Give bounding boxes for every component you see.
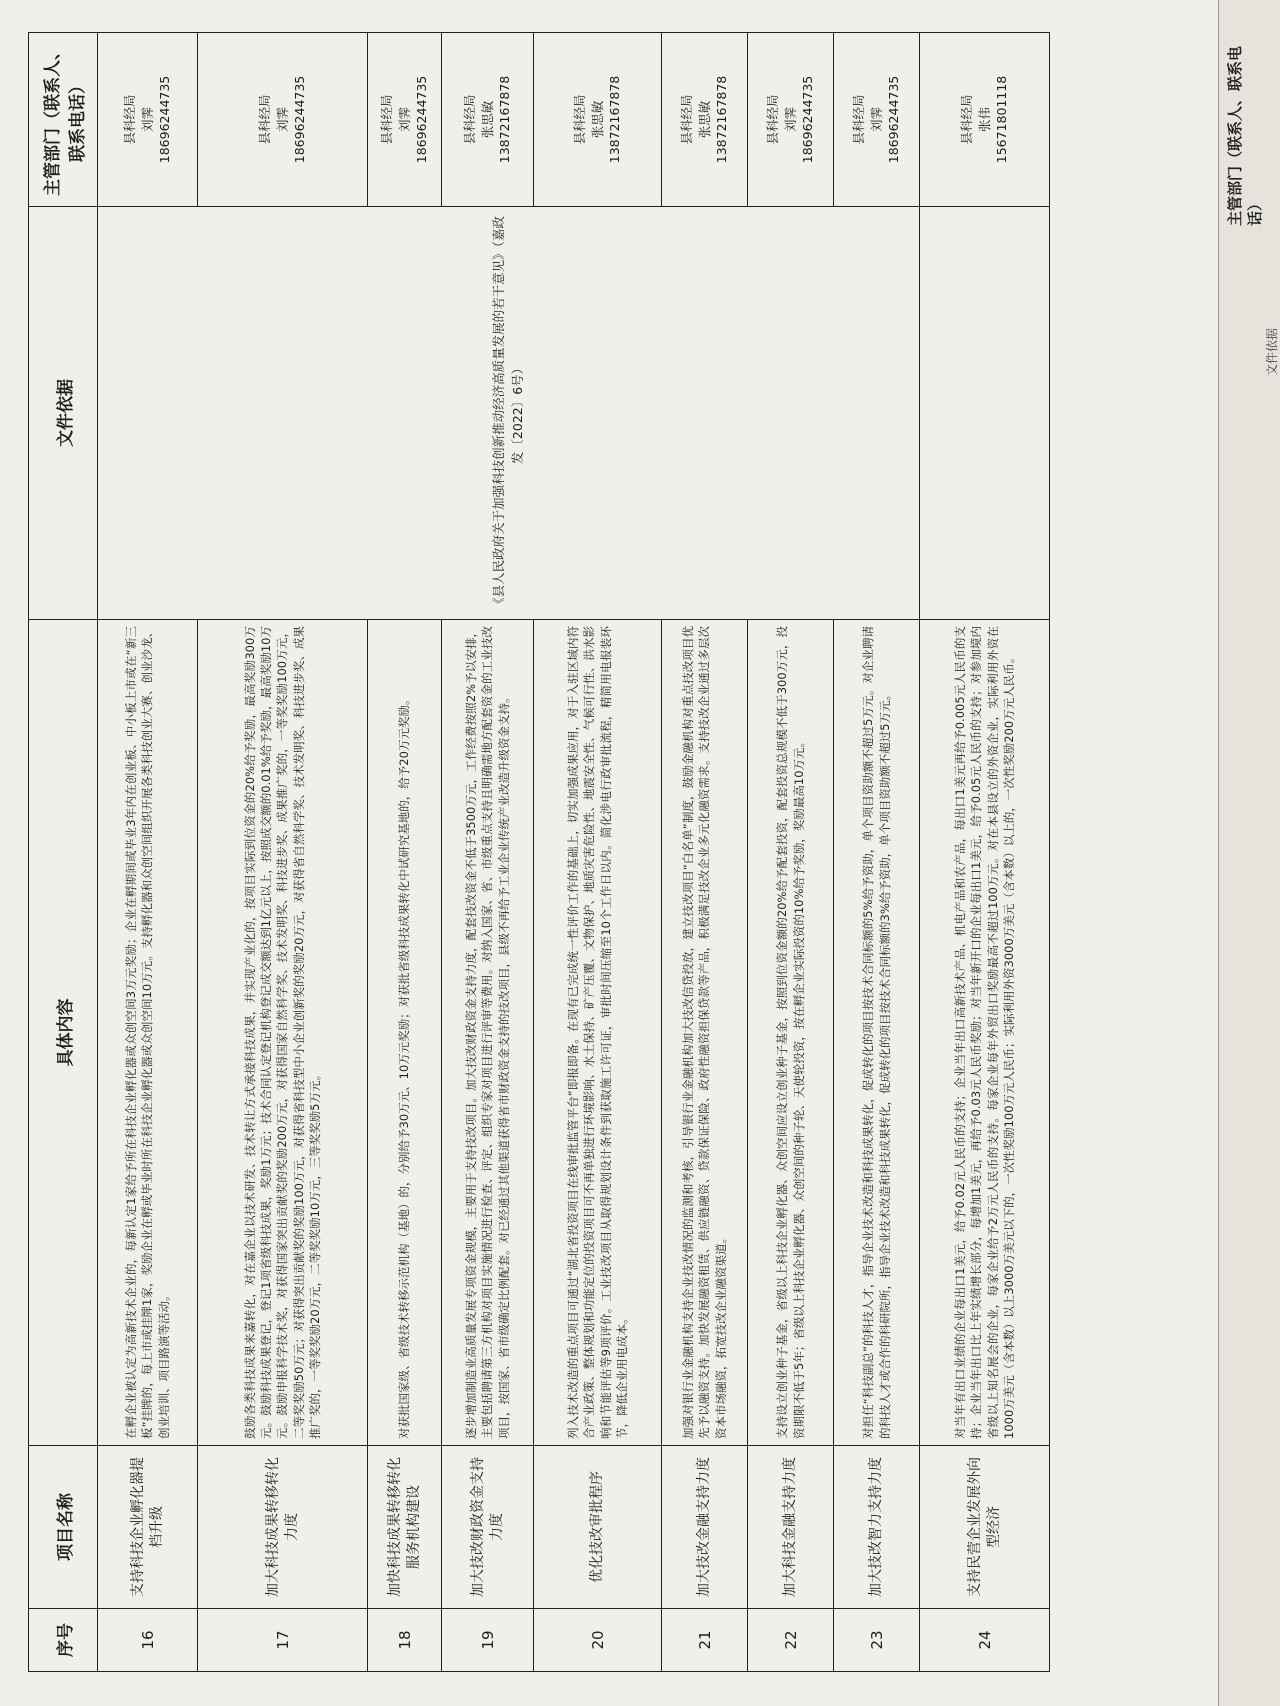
header-doc: 文件依据 [29, 206, 98, 619]
dept-phone: 18696244735 [886, 75, 902, 164]
header-name: 项目名称 [29, 1445, 98, 1608]
table-header-row [29, 33, 98, 1672]
header-dept: 主管部门（联系人、联系电话） [29, 33, 98, 207]
row-name: 支持科技企业孵化器提档升级 [98, 1445, 198, 1608]
row-dept [98, 33, 198, 207]
dept-person: 刘霁 [274, 106, 290, 132]
row-name: 加快科技成果转移转化服务机构建设 [368, 1445, 442, 1608]
row-content: 逐步增加制造业高质量发展专项资金规模，主要用于支持技改项目。加大技改财政资金支持力度，配套技改资金不低于3500万元，工作经费按照2%予以安排，主要包括聘请第三方机构对项目实施情况进行检查、评定、组织专家对项目进行评审等费用。对纳入国家、省、市级重点支持且明确需地方配套资金的工业技改项目，按国家、省市级确定比例配套。对已经通过其他渠道获得省市财政资金支持的技改项目，县级不再给予工业企业传统产业改造升级资金支持。 [442, 619, 534, 1445]
dept-phone: 18696244735 [414, 75, 430, 164]
dept-person: 刘霁 [139, 106, 155, 132]
row-no: 22 [748, 1608, 834, 1671]
dept-phone: 18696244735 [292, 75, 308, 164]
dept-org: 县科经局 [257, 94, 273, 145]
row-content: 对担任“科技副总”的科技人才，指导企业技术改造和科技成果转化，促成转化的项目按技术合同标额的5%给予资助，单个项目资助额不超过5万元。对企业聘请的科技人才或合作的科研院所，指导企业技术改造和科技成果转化，促成转化的项目按技术合同标额的3%给予资助，单个项目资助额不超过5万元。 [834, 619, 920, 1445]
dept-org: 县科经局 [851, 94, 867, 145]
next-page-rotated [1219, 0, 1280, 1706]
dept-person: 刘霁 [396, 106, 412, 132]
row-no: 17 [198, 1608, 368, 1671]
row-no: 16 [98, 1608, 198, 1671]
next-page-fragment: 文件依据 [1265, 327, 1279, 376]
row-dept [534, 33, 662, 207]
dept-phone: 18696244735 [157, 75, 173, 164]
dept-person: 张伟 [976, 106, 992, 132]
dept-person: 张思敏 [479, 100, 495, 139]
row-content: 对获批国家级、省级技术转移示范机构（基地）的，分别给予30万元、10万元奖励；对获批省级科技成果转化中试研究基地的，给予20万元奖励。 [368, 619, 442, 1445]
row-dept [368, 33, 442, 207]
row-no: 24 [920, 1608, 1050, 1671]
dept-phone: 15671801118 [994, 75, 1010, 164]
row-no: 21 [662, 1608, 748, 1671]
row-dept [198, 33, 368, 207]
row-doc [920, 206, 1050, 619]
row-name: 加大科技成果转移转化力度 [198, 1445, 368, 1608]
table-row [98, 33, 198, 1672]
row-content: 列入技术改造的重点项目可通过“湖北省投资项目在线审批监管平台”即报即备。在现有已完成统一性评价工作的基础上，切实加强成果应用，对于入驻区域内符合产业政策、整体规划和功能定位的投资项目可不再单独进行环境影响、水土保持、矿产压覆、文物保护、地质灾害危险性、地震安全性、气候可行性、洪水影响和节能评估等9项评价。工业技改项目从取得规划设计条件到获取施工许可证，审批时间压缩至10个工作日以内。简化涉电行政审批流程，精简用电报装环节，降低企业用电成本。 [534, 619, 662, 1445]
dept-person: 刘霁 [782, 106, 798, 132]
row-name: 支持民营企业发展外向型经济 [920, 1445, 1050, 1608]
header-content: 具体内容 [29, 619, 98, 1445]
dept-org: 县科经局 [679, 94, 695, 145]
row-name: 加大技改智力支持力度 [834, 1445, 920, 1608]
dept-org: 县科经局 [765, 94, 781, 145]
row-no: 20 [534, 1608, 662, 1671]
row-name: 加大技改金融支持力度 [662, 1445, 748, 1608]
row-no: 18 [368, 1608, 442, 1671]
row-name: 加大技改财政资金支持力度 [442, 1445, 534, 1608]
dept-person: 张思敏 [589, 100, 605, 139]
row-content: 对当年有出口业绩的企业每出口1美元，给予0.02元人民币的支持；企业当年出口高新技术产品、机电产品和农产品，每出口1美元再给予0.005元人民币的支持；企业当年出口比上年实绩增长部分，每增加1美元，再给予0.03元人民币奖励；对当年新开口的企业每出口1美元，给予0.05元人民币的支持；对参加境内省级以上知名展会的企业，每家企业给予2万元人民币的支持。每家企业每年外贸出口奖励最高不超过100万元。对在本县设立的外资企业，实际利用外资在1000万美元（含本数）以上3000万美元以下的，一次性奖励100万元人民币；实际利用外资3000万美元（含本数）以上的，一次性奖励200万元人民币。 [920, 619, 1050, 1445]
dept-person: 张思敏 [696, 100, 712, 139]
row-no: 19 [442, 1608, 534, 1671]
dept-org: 县科经局 [959, 94, 975, 145]
row-no: 23 [834, 1608, 920, 1671]
row-dept [920, 33, 1050, 207]
row-name: 优化技改审批程序 [534, 1445, 662, 1608]
dept-person: 刘霁 [868, 106, 884, 132]
next-page-edge [1218, 0, 1280, 1706]
dept-org: 县科经局 [462, 94, 478, 145]
row-name: 加大科技金融支持力度 [748, 1445, 834, 1608]
dept-phone: 18696244735 [800, 75, 816, 164]
dept-phone: 13872167878 [714, 75, 730, 164]
row-dept [748, 33, 834, 207]
policy-table [28, 32, 1050, 1672]
row-content: 加强对银行业金融机构支持企业技改情况的监测和考核，引导银行业金融机构加大技改信贷投放，建立技改项目“白名单”制度，鼓励金融机构对重点技改项目优先予以融资支持。加快发展融资租赁、供应链融资、贷款保证保险、政府性融资担保贷款等产品，积极满足技改企业多元化融资需求。支持技改企业通过多层次资本市场融资，拓宽技改企业融资渠道。 [662, 619, 748, 1445]
row-content: 支持设立创业种子基金，省级以上科技企业孵化器、众创空间应设立创业种子基金，按照到位资金额的20%给予配套投资，配套投资总规模不低于300万元，投资期限不低于5年；省级以上科技企业孵化器、众创空间的种子轮、天使轮投资，按在孵企业实际投资的10%给予奖励，奖励最高10万元。 [748, 619, 834, 1445]
table-row [920, 33, 1050, 1672]
header-no: 序号 [29, 1608, 98, 1671]
next-page-header: 主管部门（联系人、联系电话） [1226, 45, 1265, 226]
dept-phone: 13872167878 [497, 75, 513, 164]
dept-phone: 13872167878 [607, 75, 623, 164]
dept-org: 县科经局 [572, 94, 588, 145]
row-content: 鼓励各类科技成果来嘉转化，对在嘉企业以技术研发、技术转让方式承接科技成果，并实现产业化的，按项目实际到位资金的20%给予奖励，最高奖励300万元。鼓励科技成果登记，登记1项省级科技成果，奖励1万元；技术合同认定登记机构登记成交额达到1亿元以上，按照成交额的0.01%给予奖励，最高奖励10万元。鼓励申报科学技术奖，对获得国家突出贡献奖的奖励200万元，对获得国家自然科学奖、技术发明奖、科技进步奖、成果推广奖的，一等奖奖励100万元，二等奖奖励50万元；对获得突出贡献奖的奖励100万元，对获得省科技型中小企业创新奖的奖励20万元，对获得省自然科学奖、技术发明奖、科技进步奖、成果推广奖的，一等奖奖励20万元，二等奖奖励10万元，三等奖奖励5万元。 [198, 619, 368, 1445]
row-dept [662, 33, 748, 207]
row-dept [442, 33, 534, 207]
row-content: 在孵企业被认定为高新技术企业的，每新认定1家给予所在科技企业孵化器或众创空间3万元奖励；企业在孵期间或毕业3年内在创业板、中小板上市或在“新三板”挂牌的，每上市或挂牌1家，奖励企业在孵或毕业时所在科技企业孵化器或众创空间10万元。支持孵化器和众创空间组织开展各类科技创业大赛、创业沙龙、创业培训、项目路演等活动。 [98, 619, 198, 1445]
dept-org: 县科经局 [379, 94, 395, 145]
row-doc: 《县人民政府关于加强科技创新推动经济高质量发展的若干意见》（嘉政发〔2022〕6号） [98, 206, 920, 619]
row-dept [834, 33, 920, 207]
dept-org: 县科经局 [122, 94, 138, 145]
